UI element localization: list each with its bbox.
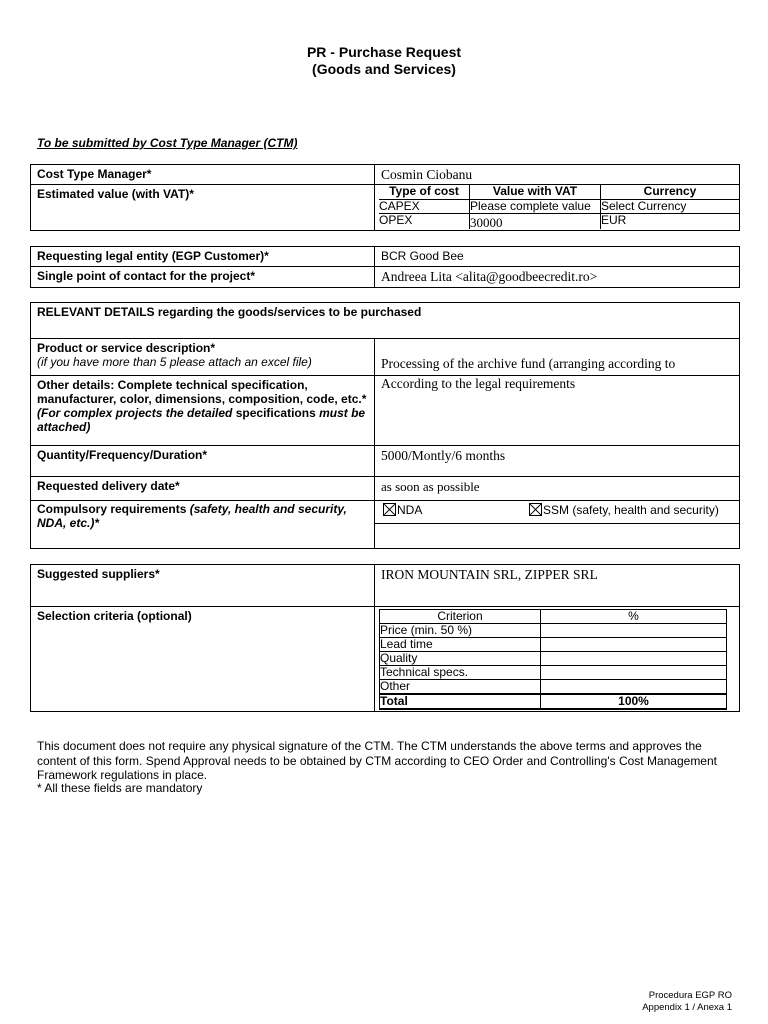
- currency-select[interactable]: EUR: [601, 213, 740, 229]
- value-field[interactable]: Please complete value: [470, 199, 601, 213]
- compulsory-note: (safety, health and security, NDA, etc.)*: [37, 502, 347, 530]
- total-value: 100%: [541, 694, 727, 709]
- quantity-label: Quantity/Frequency/Duration*: [37, 448, 208, 462]
- table-row: [379, 199, 739, 213]
- cost-table: [379, 185, 739, 229]
- cost-col-header: Type of cost: [379, 185, 470, 199]
- compulsory-label: Compulsory requirements: [37, 502, 187, 516]
- table-row: [379, 213, 739, 229]
- ssm-checkbox[interactable]: [529, 503, 719, 517]
- disclaimer-text: This document does not require any physical signature of the CTM. The CTM understands the above terms and approves the content of this form. Spend Approval needs to be obtained by CTM according to CEO Order and Controlling's Cost Management Framework regulations in place.: [37, 739, 717, 782]
- criteria-col-header: Criterion: [380, 610, 541, 624]
- mandatory-note: * All these fields are mandatory: [37, 781, 203, 795]
- table-row: [380, 624, 727, 638]
- cost-type-cell: OPEX: [379, 213, 470, 229]
- details-block: [30, 302, 740, 549]
- contact-field[interactable]: Andreea Lita <alita@goodbeecredit.ro>: [381, 269, 598, 284]
- table-row: [380, 666, 727, 680]
- procedure-label: Procedura EGP RO: [648, 990, 732, 1001]
- product-description-field[interactable]: Processing of the archive fund (arranging according to: [381, 356, 676, 371]
- ctm-field[interactable]: Cosmin Ciobanu: [381, 167, 473, 182]
- details-section-title: RELEVANT DETAILS regarding the goods/services to be purchased: [37, 305, 422, 319]
- other-note-bold: specifications: [235, 406, 316, 420]
- table-row: [380, 652, 727, 666]
- checkbox-checked-icon: [529, 503, 542, 516]
- criterion-cell: Technical specs.: [380, 666, 541, 680]
- total-label: Total: [380, 694, 541, 709]
- suppliers-field[interactable]: IRON MOUNTAIN SRL, ZIPPER SRL: [381, 567, 598, 582]
- other-note-end: must be attached): [37, 406, 366, 434]
- percent-field[interactable]: [541, 624, 727, 638]
- estimated-value-label: Estimated value (with VAT)*: [37, 187, 194, 201]
- checkbox-checked-icon: [383, 503, 396, 516]
- page-footer: [642, 990, 732, 1014]
- table-row: [380, 694, 727, 709]
- criterion-cell: Other: [380, 680, 541, 695]
- submitted-by-note: To be submitted by Cost Type Manager (CTM): [37, 136, 298, 150]
- selection-criteria-label: Selection criteria (optional): [37, 609, 192, 623]
- legal-entity-field[interactable]: BCR Good Bee: [381, 249, 464, 263]
- table-row: [380, 680, 727, 695]
- nda-label: NDA: [397, 503, 423, 517]
- ctm-label: Cost Type Manager*: [37, 167, 152, 181]
- product-label: Product or service description*: [37, 341, 216, 355]
- suppliers-block: [30, 564, 740, 712]
- nda-checkbox[interactable]: [383, 503, 422, 517]
- page-title: PR - Purchase Request: [306, 44, 462, 60]
- criterion-cell: Quality: [380, 652, 541, 666]
- value-field[interactable]: 30000: [470, 213, 601, 229]
- delivery-date-field[interactable]: as soon as possible: [381, 479, 480, 494]
- criteria-table: [379, 609, 727, 710]
- other-details-field[interactable]: According to the legal requirements: [381, 376, 576, 391]
- appendix-label: Appendix 1 / Anexa 1: [642, 1002, 732, 1013]
- percent-field[interactable]: [541, 638, 727, 652]
- other-details-label: Other details: Complete technical specification, manufacturer, color, dimensions, composition, code, etc.*: [37, 378, 367, 406]
- ssm-label: SSM (safety, health and security): [543, 503, 719, 517]
- criterion-cell: Price (min. 50 %): [380, 624, 541, 638]
- percent-field[interactable]: [541, 652, 727, 666]
- page-subtitle: (Goods and Services): [312, 61, 456, 77]
- cost-col-header: Value with VAT: [470, 185, 601, 199]
- criterion-cell: Lead time: [380, 638, 541, 652]
- product-note: (if you have more than 5 please attach an excel file): [37, 355, 312, 369]
- suppliers-label: Suggested suppliers*: [37, 567, 160, 581]
- currency-select[interactable]: Select Currency: [601, 199, 740, 213]
- table-row: [380, 638, 727, 652]
- other-note-italic: (For complex projects the detailed: [37, 406, 233, 420]
- quantity-field[interactable]: 5000/Montly/6 months: [381, 448, 506, 463]
- delivery-date-label: Requested delivery date*: [37, 479, 180, 493]
- contact-label: Single point of contact for the project*: [37, 269, 256, 283]
- entity-block: [30, 246, 740, 288]
- legal-entity-label: Requesting legal entity (EGP Customer)*: [37, 249, 269, 263]
- percent-field[interactable]: [541, 680, 727, 695]
- percent-field[interactable]: [541, 666, 727, 680]
- cost-col-header: Currency: [601, 185, 740, 199]
- cost-type-cell: CAPEX: [379, 199, 470, 213]
- criteria-col-header: %: [541, 610, 727, 624]
- ctm-block: [30, 164, 740, 231]
